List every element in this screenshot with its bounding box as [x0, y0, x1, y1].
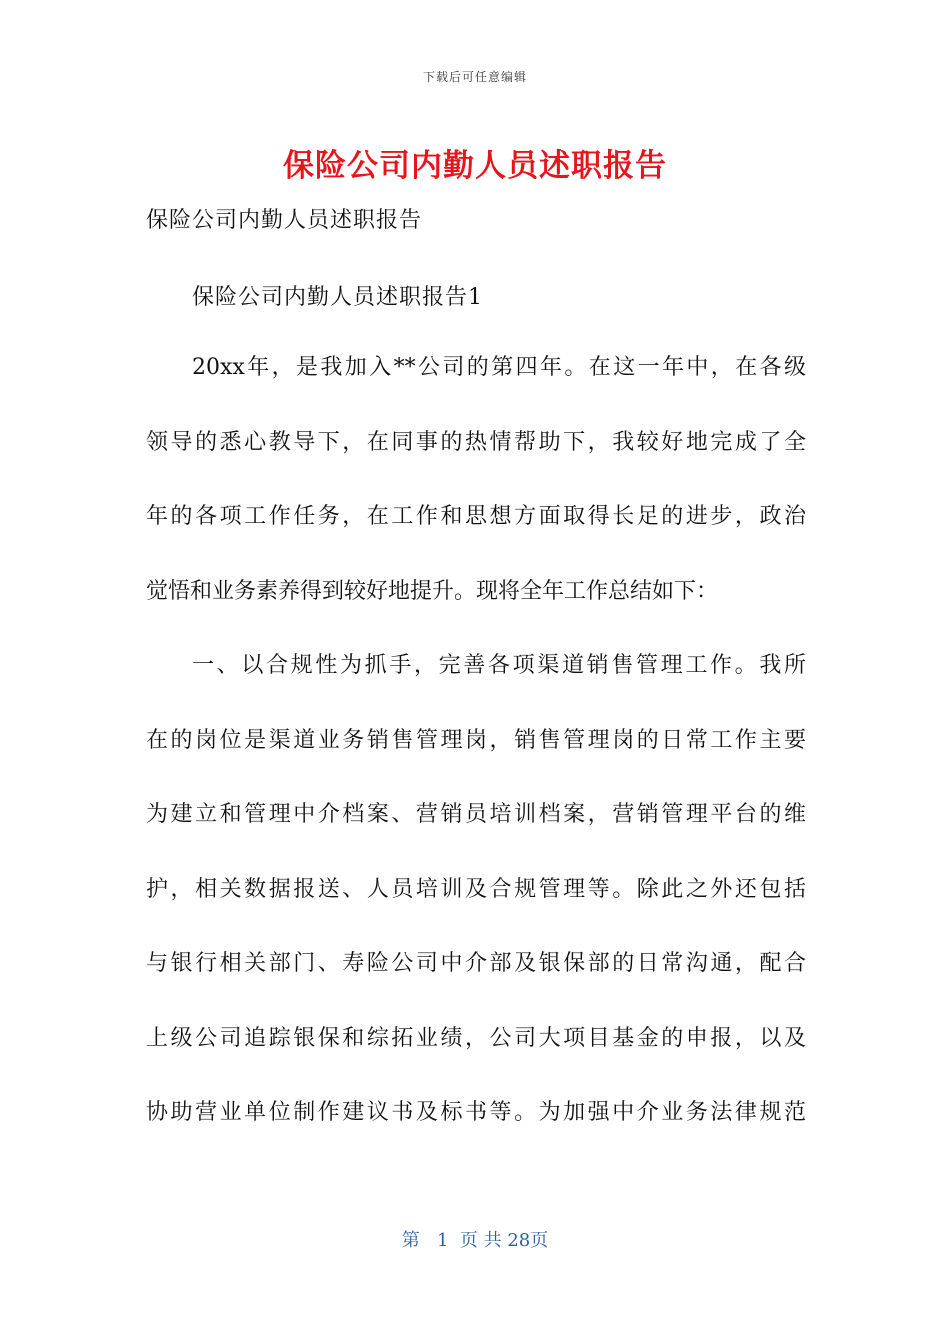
body-line: 20xx年，是我加入**公司的第四年。在这一年中，在各级: [192, 355, 806, 380]
footer-middle: 页 共: [459, 1230, 502, 1251]
footer-suffix: 页: [530, 1230, 549, 1251]
body-line: 觉悟和业务素养得到较好地提升。现将全年工作总结如下：: [146, 578, 719, 604]
section-heading: 保险公司内勤人员述职报告1: [192, 285, 483, 310]
body-line: 为建立和管理中介档案、营销员培训档案，营销管理平台的维: [146, 802, 806, 827]
body-text: [146, 352, 806, 1172]
body-line: 护，相关数据报送、人员培训及合规管理等。除此之外还包括: [146, 876, 806, 902]
body-line: 年的各项工作任务，在工作和思想方面取得长足的进步，政治: [146, 504, 806, 529]
body-line: 协助营业单位制作建议书及标书等。为加强中介业务法律规范: [146, 1100, 806, 1125]
body-line: 领导的悉心教导下，在同事的热情帮助下，我较好地完成了全: [146, 429, 806, 455]
total-pages-number: 28: [507, 1230, 531, 1251]
header-note: 下载后可任意编辑: [422, 70, 527, 84]
document-subtitle: 保险公司内勤人员述职报告: [146, 208, 423, 233]
current-page-number: 1: [436, 1230, 449, 1251]
body-line: 在的岗位是渠道业务销售管理岗，销售管理岗的日常工作主要: [146, 727, 806, 753]
body-line: 上级公司追踪银保和综拓业绩，公司大项目基金的申报，以及: [146, 1025, 806, 1051]
body-line: 一、以合规性为抓手，完善各项渠道销售管理工作。我所: [192, 653, 806, 678]
document-title: 保险公司内勤人员述职报告: [283, 148, 667, 184]
body-line: 与银行相关部门、寿险公司中介部及银保部的日常沟通，配合: [146, 951, 806, 976]
footer-prefix: 第: [401, 1230, 420, 1251]
page-number-footer: [0, 1226, 950, 1252]
